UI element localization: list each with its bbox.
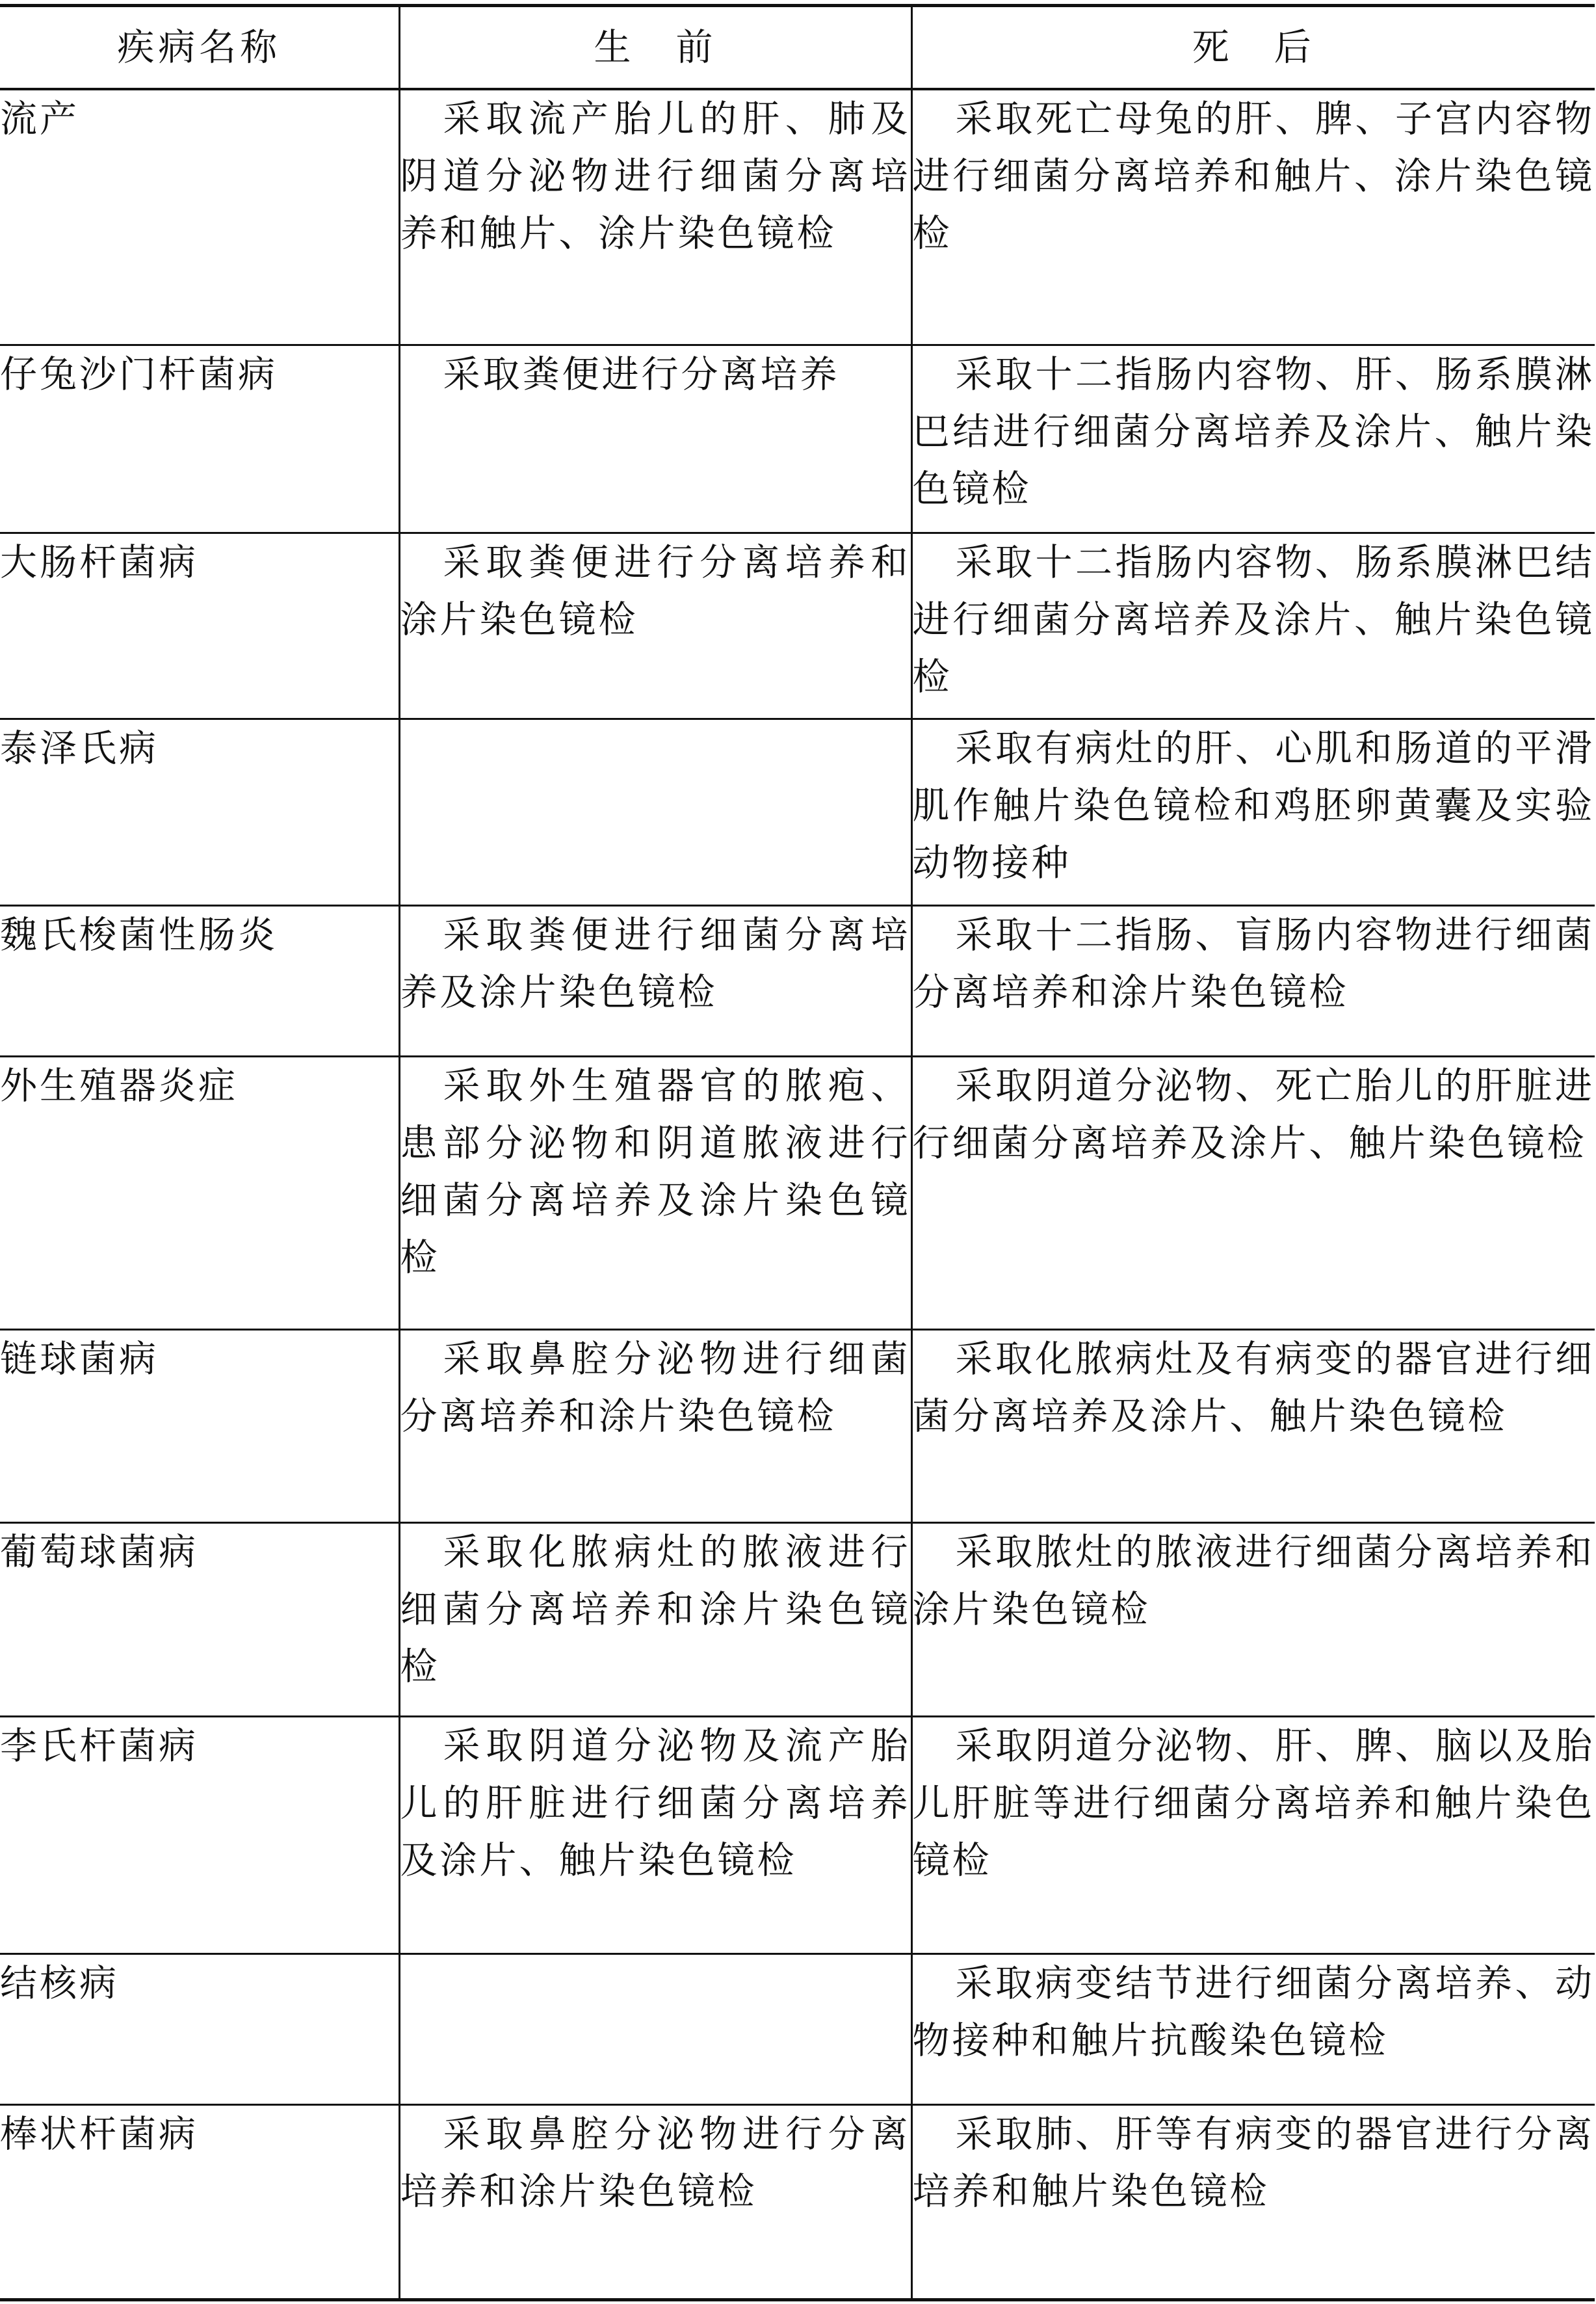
after-death-cell: 采取十二指肠、盲肠内容物进行细菌分离培养和涂片染色镜检 — [911, 905, 1595, 1056]
disease-name-cell: 结核病 — [0, 1953, 399, 2104]
disease-name-cell: 葡萄球菌病 — [0, 1522, 399, 1716]
disease-name-cell: 魏氏梭菌性肠炎 — [0, 905, 399, 1056]
table-row — [0, 1329, 1595, 1522]
header-disease-name: 疾病名称 — [0, 6, 399, 90]
before-death-cell: 采取阴道分泌物及流产胎儿的肝脏进行细菌分离培养及涂片、触片染色镜检 — [399, 1716, 911, 1953]
before-death-cell — [399, 1953, 911, 2104]
after-death-cell: 采取病变结节进行细菌分离培养、动物接种和触片抗酸染色镜检 — [911, 1953, 1595, 2104]
before-death-cell: 采取化脓病灶的脓液进行细菌分离培养和涂片染色镜检 — [399, 1522, 911, 1716]
disease-name-cell: 大肠杆菌病 — [0, 533, 399, 719]
table-row — [0, 89, 1595, 345]
table-row — [0, 719, 1595, 905]
after-death-cell: 采取化脓病灶及有病变的器官进行细菌分离培养及涂片、触片染色镜检 — [911, 1329, 1595, 1522]
before-death-cell: 采取外生殖器官的脓疱、患部分泌物和阴道脓液进行细菌分离培养及涂片染色镜检 — [399, 1056, 911, 1329]
before-death-cell: 采取粪便进行细菌分离培养及涂片染色镜检 — [399, 905, 911, 1056]
after-death-cell: 采取阴道分泌物、肝、脾、脑以及胎儿肝脏等进行细菌分离培养和触片染色镜检 — [911, 1716, 1595, 1953]
after-death-cell: 采取十二指肠内容物、肝、肠系膜淋巴结进行细菌分离培养及涂片、触片染色镜检 — [911, 345, 1595, 533]
table-row — [0, 1716, 1595, 1953]
table-row — [0, 1522, 1595, 1716]
table-row — [0, 1056, 1595, 1329]
table-header-row — [0, 6, 1595, 90]
before-death-cell: 采取粪便进行分离培养 — [399, 345, 911, 533]
disease-name-cell: 外生殖器炎症 — [0, 1056, 399, 1329]
after-death-cell: 采取十二指肠内容物、肠系膜淋巴结进行细菌分离培养及涂片、触片染色镜检 — [911, 533, 1595, 719]
disease-name-cell: 流产 — [0, 89, 399, 345]
before-death-cell: 采取鼻腔分泌物进行分离培养和涂片染色镜检 — [399, 2104, 911, 2299]
before-death-cell: 采取流产胎儿的肝、肺及阴道分泌物进行细菌分离培养和触片、涂片染色镜检 — [399, 89, 911, 345]
table-row — [0, 345, 1595, 533]
header-before-death: 生 前 — [399, 6, 911, 90]
disease-name-cell: 李氏杆菌病 — [0, 1716, 399, 1953]
after-death-cell: 采取有病灶的肝、心肌和肠道的平滑肌作触片染色镜检和鸡胚卵黄囊及实验动物接种 — [911, 719, 1595, 905]
disease-sampling-table — [0, 4, 1595, 2301]
table-row — [0, 1953, 1595, 2104]
before-death-cell — [399, 719, 911, 905]
table-row — [0, 533, 1595, 719]
table-row — [0, 905, 1595, 1056]
disease-name-cell: 链球菌病 — [0, 1329, 399, 1522]
before-death-cell: 采取粪便进行分离培养和涂片染色镜检 — [399, 533, 911, 719]
after-death-cell: 采取死亡母兔的肝、脾、子宫内容物进行细菌分离培养和触片、涂片染色镜检 — [911, 89, 1595, 345]
disease-name-cell: 棒状杆菌病 — [0, 2104, 399, 2299]
header-after-death: 死 后 — [911, 6, 1595, 90]
table-row — [0, 2104, 1595, 2299]
after-death-cell: 采取阴道分泌物、死亡胎儿的肝脏进行细菌分离培养及涂片、触片染色镜检 — [911, 1056, 1595, 1329]
after-death-cell: 采取肺、肝等有病变的器官进行分离培养和触片染色镜检 — [911, 2104, 1595, 2299]
before-death-cell: 采取鼻腔分泌物进行细菌分离培养和涂片染色镜检 — [399, 1329, 911, 1522]
disease-name-cell: 仔兔沙门杆菌病 — [0, 345, 399, 533]
after-death-cell: 采取脓灶的脓液进行细菌分离培养和涂片染色镜检 — [911, 1522, 1595, 1716]
disease-name-cell: 泰泽氏病 — [0, 719, 399, 905]
